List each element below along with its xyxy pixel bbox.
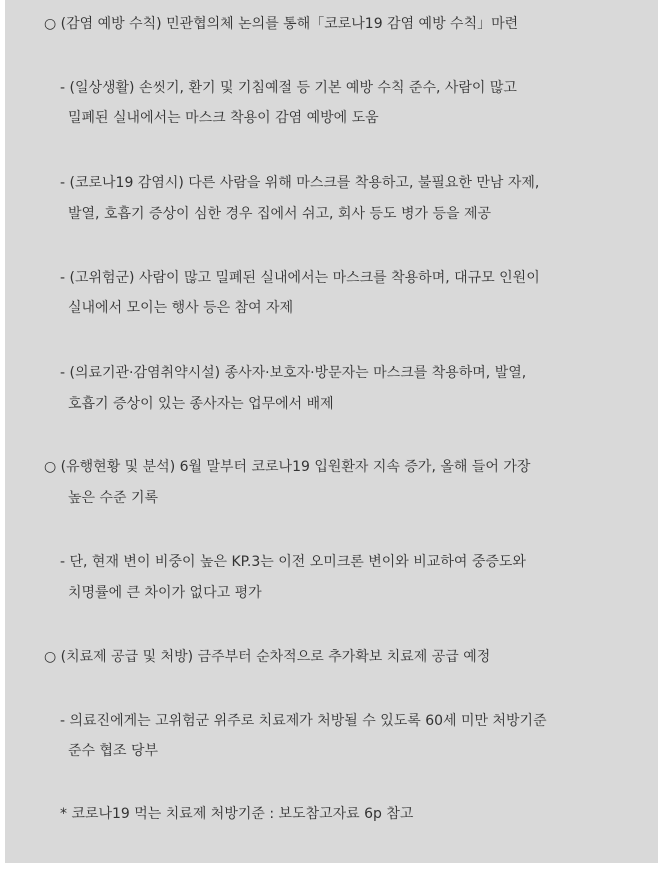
bullet-prevention-rules: ○ (감염 예방 수칙) 민관협의체 논의를 통해「코로나19 감염 예방 수칙」마련 — [44, 16, 519, 32]
document-panel — [5, 0, 658, 863]
sub-daily-life: - (일상생활) 손씻기, 환기 및 기침예절 등 기본 예방 수칙 준수, 사람이 많고 — [60, 80, 517, 96]
footnote-reference: * 코로나19 먹는 치료제 처방기준 : 보도참고자료 6p 참고 — [60, 806, 414, 822]
sub-high-risk-cont: 실내에서 모이는 행사 등은 참여 자제 — [68, 300, 294, 316]
sub-kp3-variant-cont: 치명률에 큰 차이가 없다고 평가 — [68, 585, 262, 601]
sub-when-infected: - (코로나19 감염시) 다른 사람을 위해 마스크를 착용하고, 불필요한 만남 자제, — [60, 175, 540, 191]
sub-daily-life-cont: 밀폐된 실내에서는 마스크 착용이 감염 예방에 도움 — [68, 110, 379, 126]
sub-prescription-criteria-cont: 준수 협조 당부 — [68, 743, 159, 759]
sub-prescription-criteria: - 의료진에게는 고위험군 위주로 치료제가 처방될 수 있도록 60세 미만 처방기준 — [60, 713, 547, 729]
sub-when-infected-cont: 발열, 호흡기 증상이 심한 경우 집에서 쉬고, 회사 등도 병가 등을 제공 — [68, 206, 491, 222]
bullet-epidemic-status: ○ (유행현황 및 분석) 6월 말부터 코로나19 입원환자 지속 증가, 올해 들어 가장 — [44, 459, 531, 475]
sub-medical-facilities-cont: 호흡기 증상이 있는 종사자는 업무에서 배제 — [68, 396, 334, 412]
sub-high-risk: - (고위험군) 사람이 많고 밀폐된 실내에서는 마스크를 착용하며, 대규모 인원이 — [60, 270, 540, 286]
bullet-treatment-supply: ○ (치료제 공급 및 처방) 금주부터 순차적으로 추가확보 치료제 공급 예정 — [44, 649, 491, 665]
sub-medical-facilities: - (의료기관·감염취약시설) 종사자·보호자·방문자는 마스크를 착용하며, 발열, — [60, 365, 527, 381]
bullet-epidemic-status-cont: 높은 수준 기록 — [68, 490, 159, 506]
sub-kp3-variant: - 단, 현재 변이 비중이 높은 KP.3는 이전 오미크론 변이와 비교하여 중증도와 — [60, 554, 526, 570]
